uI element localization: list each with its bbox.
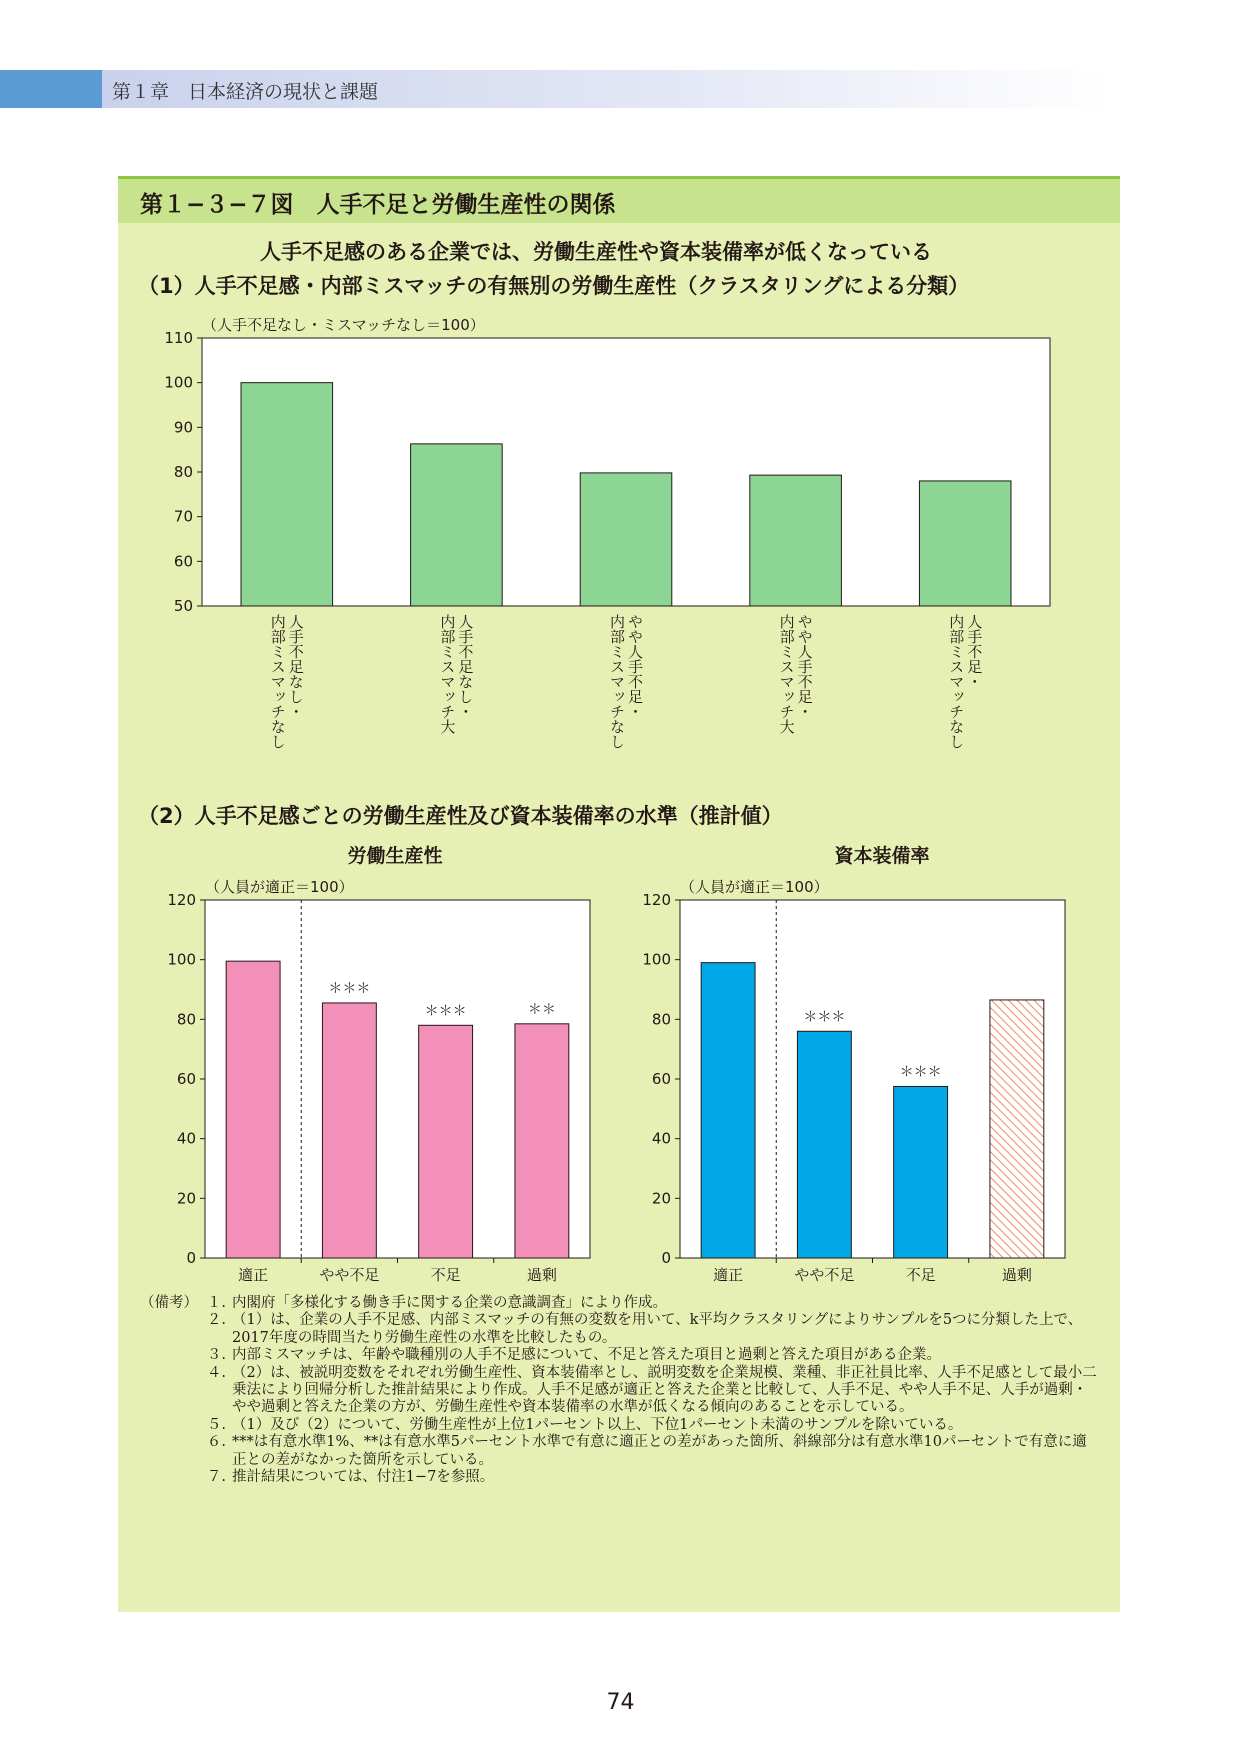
x-category-label: 適正 (238, 1266, 269, 1284)
page-number: 74 (606, 1690, 635, 1715)
x-category-label: 不足 (905, 1266, 936, 1284)
x-category-label: 内部ミスマッチなし (268, 614, 287, 749)
y-tick-label: 120 (642, 891, 671, 909)
y-tick-label: 20 (651, 1189, 671, 1208)
y-tick-label: 80 (173, 463, 193, 481)
y-tick-label: 0 (661, 1249, 671, 1267)
note-text: 推計結果については、付注1−7を参照。 (232, 1469, 495, 1486)
bar (580, 473, 672, 606)
note-number: ４. (206, 1364, 226, 1381)
chart-labor-productivity-by-shortage (150, 838, 600, 1290)
y-tick-label: 100 (167, 950, 196, 969)
note-item-6 (140, 1434, 1100, 1469)
bar (515, 1024, 569, 1258)
figure-title: 第１−３−７図 人手不足と労働生産性の関係 (140, 192, 616, 218)
bar (322, 1003, 376, 1258)
part1-title: （1）人手不足感・内部ミスマッチの有無別の労働生産性（クラスタリングによる分類） (138, 274, 970, 298)
y-tick-label: 100 (642, 950, 671, 969)
bar (419, 1025, 473, 1258)
x-category-label: 内部ミスマッチ大 (438, 614, 457, 734)
y-tick-label: 80 (176, 1010, 196, 1029)
chapter-title: 第１章 日本経済の現状と課題 (112, 81, 379, 103)
x-category-label: 不足 (430, 1266, 461, 1284)
note-text: （2）は、被説明変数をそれぞれ労働生産性、資本装備率とし、説明変数を企業規模、業種、非正社員比率、人手不足感として最小二乗法により回帰分析した推計結果により作成。人手不足感が適正と答えた企業と比較して、人手不足、やや人手不足、人手が過剰・やや過剰と答えた企業の方が、労働生産性や資本装備率の水準が低くなる傾向のあることを示している。 (232, 1364, 1097, 1416)
x-category-label: 内部ミスマッチ大 (777, 614, 796, 734)
chart-title: 資本装備率 (834, 845, 930, 867)
bar (894, 1086, 948, 1258)
notes-label: （備考） (140, 1295, 198, 1311)
y-tick-label: 70 (173, 507, 193, 526)
x-category-label: 内部ミスマッチなし (947, 614, 966, 749)
bar (990, 1000, 1044, 1258)
y-tick-label: 60 (176, 1070, 196, 1088)
bar (797, 1031, 851, 1258)
note-number: ３. (206, 1347, 226, 1364)
x-category-label: やや不足 (319, 1266, 380, 1284)
note-item-2 (140, 1312, 1100, 1347)
bar (701, 963, 755, 1258)
chart-unit-note: （人員が適正＝100） (205, 878, 354, 896)
significance-label: ＊＊ (527, 1001, 556, 1018)
significance-label: ＊＊＊ (328, 980, 371, 997)
chapter-header-accent (0, 70, 102, 108)
x-category-label: 過剰 (526, 1266, 557, 1284)
y-tick-label: 80 (651, 1010, 671, 1029)
y-tick-label: 120 (167, 891, 196, 909)
note-number: ６. (206, 1434, 226, 1451)
note-text: ***は有意水準1%、**は有意水準5パーセント水準で有意に適正との差があった箇所、斜線部分は有意水準10パーセントで有意に適正との差がなかった箇所を示している。 (232, 1434, 1087, 1468)
bar (411, 444, 503, 606)
note-item-7 (140, 1469, 1100, 1486)
chart-capital-equipment-ratio (625, 838, 1090, 1290)
note-text: 内閣府「多様化する働き手に関する企業の意識調査」により作成。 (232, 1295, 667, 1311)
note-text: （1）は、企業の人手不足感、内部ミスマッチの有無の変数を用いて、k平均クラスタリングによりサンプルを5つに分類した上で、2017年度の時間当たり労働生産性の水準を比較したもの。 (232, 1312, 1083, 1346)
note-number: ７. (206, 1469, 226, 1486)
y-tick-label: 90 (173, 418, 193, 437)
note-item-5 (140, 1417, 1100, 1434)
x-category-label: やや人手不足・ (626, 614, 644, 719)
note-number: ５. (206, 1416, 226, 1433)
bar (919, 481, 1011, 606)
note-number: １. (206, 1295, 226, 1311)
notes-block (140, 1295, 1100, 1486)
x-category-label: 過剰 (1001, 1266, 1032, 1284)
note-text: （1）及び（2）について、労働生産性が上位1パーセント以上、下位1パーセント未満のサンプルを除いている。 (232, 1416, 963, 1433)
chart-unit-note: （人手不足なし・ミスマッチなし＝100） (202, 318, 485, 334)
note-item-4 (140, 1365, 1100, 1417)
bar (750, 475, 842, 606)
chart-title: 労働生産性 (347, 845, 443, 867)
y-tick-label: 60 (173, 552, 193, 571)
significance-label: ＊＊＊ (424, 1003, 467, 1020)
x-category-label: やや人手不足・ (795, 614, 814, 719)
note-item-1 (140, 1295, 1100, 1312)
y-tick-label: 50 (173, 597, 193, 615)
x-category-label: 適正 (713, 1266, 744, 1284)
chart-unit-note: （人員が適正＝100） (680, 878, 829, 896)
x-category-label: 人手不足なし・ (286, 614, 305, 719)
x-category-label: 人手不足なし・ (456, 614, 475, 719)
x-category-label: 内部ミスマッチなし (608, 614, 626, 749)
y-tick-label: 20 (176, 1189, 196, 1208)
y-tick-label: 100 (164, 373, 193, 392)
figure-subtitle: 人手不足感のある企業では、労働生産性や資本装備率が低くなっている (260, 240, 932, 264)
significance-label: ＊＊＊ (899, 1064, 942, 1081)
chart-labor-productivity-by-cluster (130, 318, 1090, 788)
note-item-3 (140, 1347, 1100, 1364)
note-number: ２. (206, 1312, 226, 1329)
y-tick-label: 0 (186, 1249, 196, 1267)
x-category-label: やや不足 (794, 1266, 855, 1284)
x-category-label: 人手不足・ (965, 614, 984, 689)
bar (226, 961, 280, 1258)
y-tick-label: 40 (176, 1129, 196, 1148)
note-text: 内部ミスマッチは、年齢や職種別の人手不足感について、不足と答えた項目と過剰と答えた項目がある企業。 (232, 1347, 942, 1364)
part2-title: （2）人手不足感ごとの労働生産性及び資本装備率の水準（推計値） (138, 804, 783, 828)
bar (241, 383, 333, 606)
y-tick-label: 110 (164, 329, 193, 347)
y-tick-label: 40 (651, 1129, 671, 1148)
significance-label: ＊＊＊ (803, 1009, 846, 1026)
y-tick-label: 60 (651, 1070, 671, 1088)
